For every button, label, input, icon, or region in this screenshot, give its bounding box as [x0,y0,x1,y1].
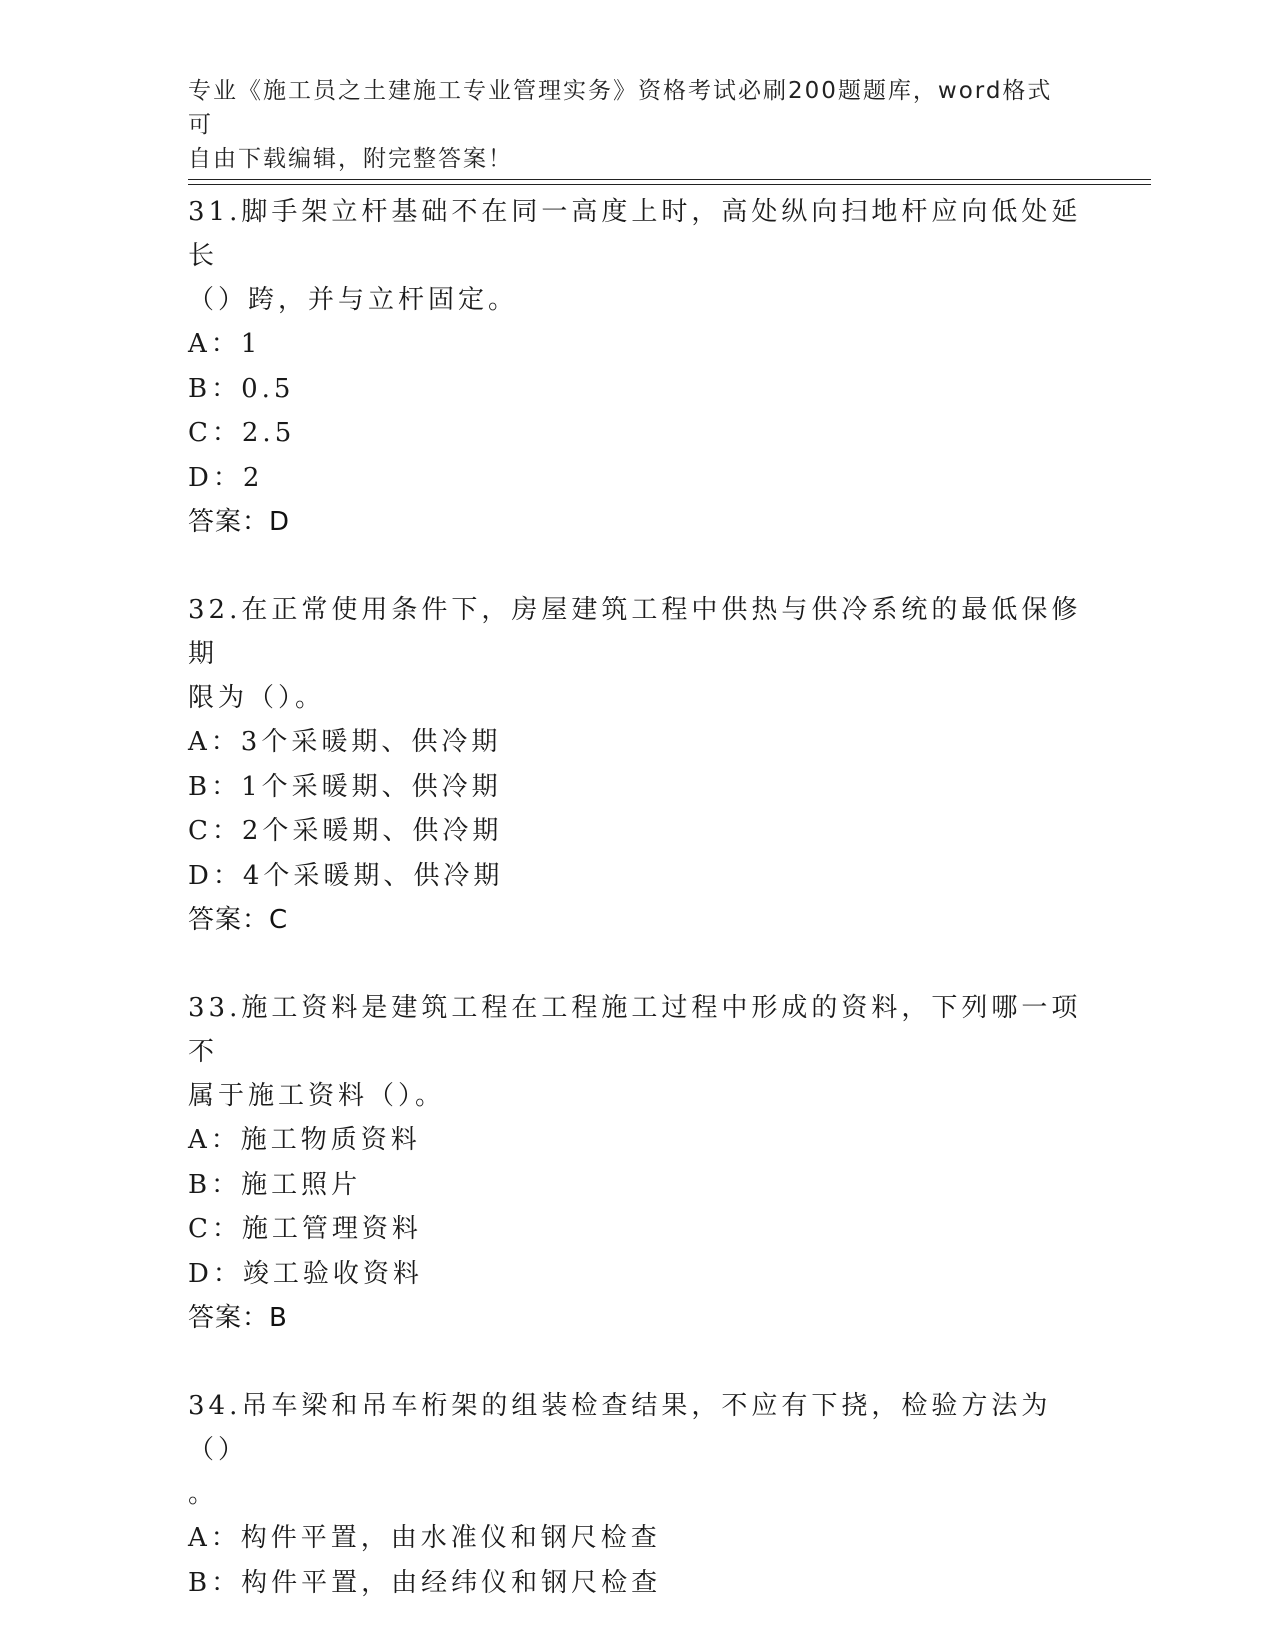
header-line-1: 专业《施工员之土建施工专业管理实务》资格考试必刷200题题库，word格式可 [188,78,1053,138]
question-list [188,190,1088,1605]
answer-line: 答案：B [188,1303,288,1333]
header-rule-bottom [188,184,1151,185]
question-stem-line: 32.在正常使用条件下，房屋建筑工程中供热与供冷系统的最低保修期 [188,595,1082,669]
option-b: B：1个采暖期、供冷期 [188,771,502,802]
header-rule-top [188,179,1151,180]
question-33 [188,986,1088,1340]
question-34 [188,1384,1088,1605]
document-header [188,74,1068,176]
question-stem-line: 31.脚手架立杆基础不在同一高度上时，高处纵向扫地杆应向低处延长 [188,197,1082,271]
option-a: A：3个采暖期、供冷期 [188,727,502,757]
question-31 [188,190,1088,544]
option-d: D：4个采暖期、供冷期 [188,860,504,891]
question-stem-line: 33.施工资料是建筑工程在工程施工过程中形成的资料，下列哪一项不 [188,993,1082,1067]
option-b: B：施工照片 [188,1169,362,1200]
question-stem-line: 34.吊车梁和吊车桁架的组装检查结果，不应有下挠，检验方法为（） [188,1391,1052,1465]
option-a: A：构件平置，由水准仪和钢尺检查 [188,1523,661,1553]
header-line-2: 自由下载编辑，附完整答案！ [188,146,513,172]
option-b: B：0.5 [188,373,295,404]
question-stem-line: （）跨，并与立杆固定。 [188,285,519,315]
option-a: A：1 [188,329,262,359]
answer-line: 答案：C [188,905,289,935]
option-c: C：2.5 [188,418,296,448]
question-stem-line: 属于施工资料（）。 [188,1081,446,1111]
answer-line: 答案：D [188,507,291,537]
question-32 [188,588,1088,942]
option-c: C：2个采暖期、供冷期 [188,816,503,846]
question-stem-line: 限为（）。 [188,683,326,713]
option-c: C：施工管理资料 [188,1214,422,1244]
option-d: D：2 [188,462,264,493]
question-stem-line: 。 [188,1479,219,1509]
option-a: A：施工物质资料 [188,1125,421,1155]
option-b: B：构件平置，由经纬仪和钢尺检查 [188,1567,662,1598]
option-d: D：竣工验收资料 [188,1258,423,1289]
